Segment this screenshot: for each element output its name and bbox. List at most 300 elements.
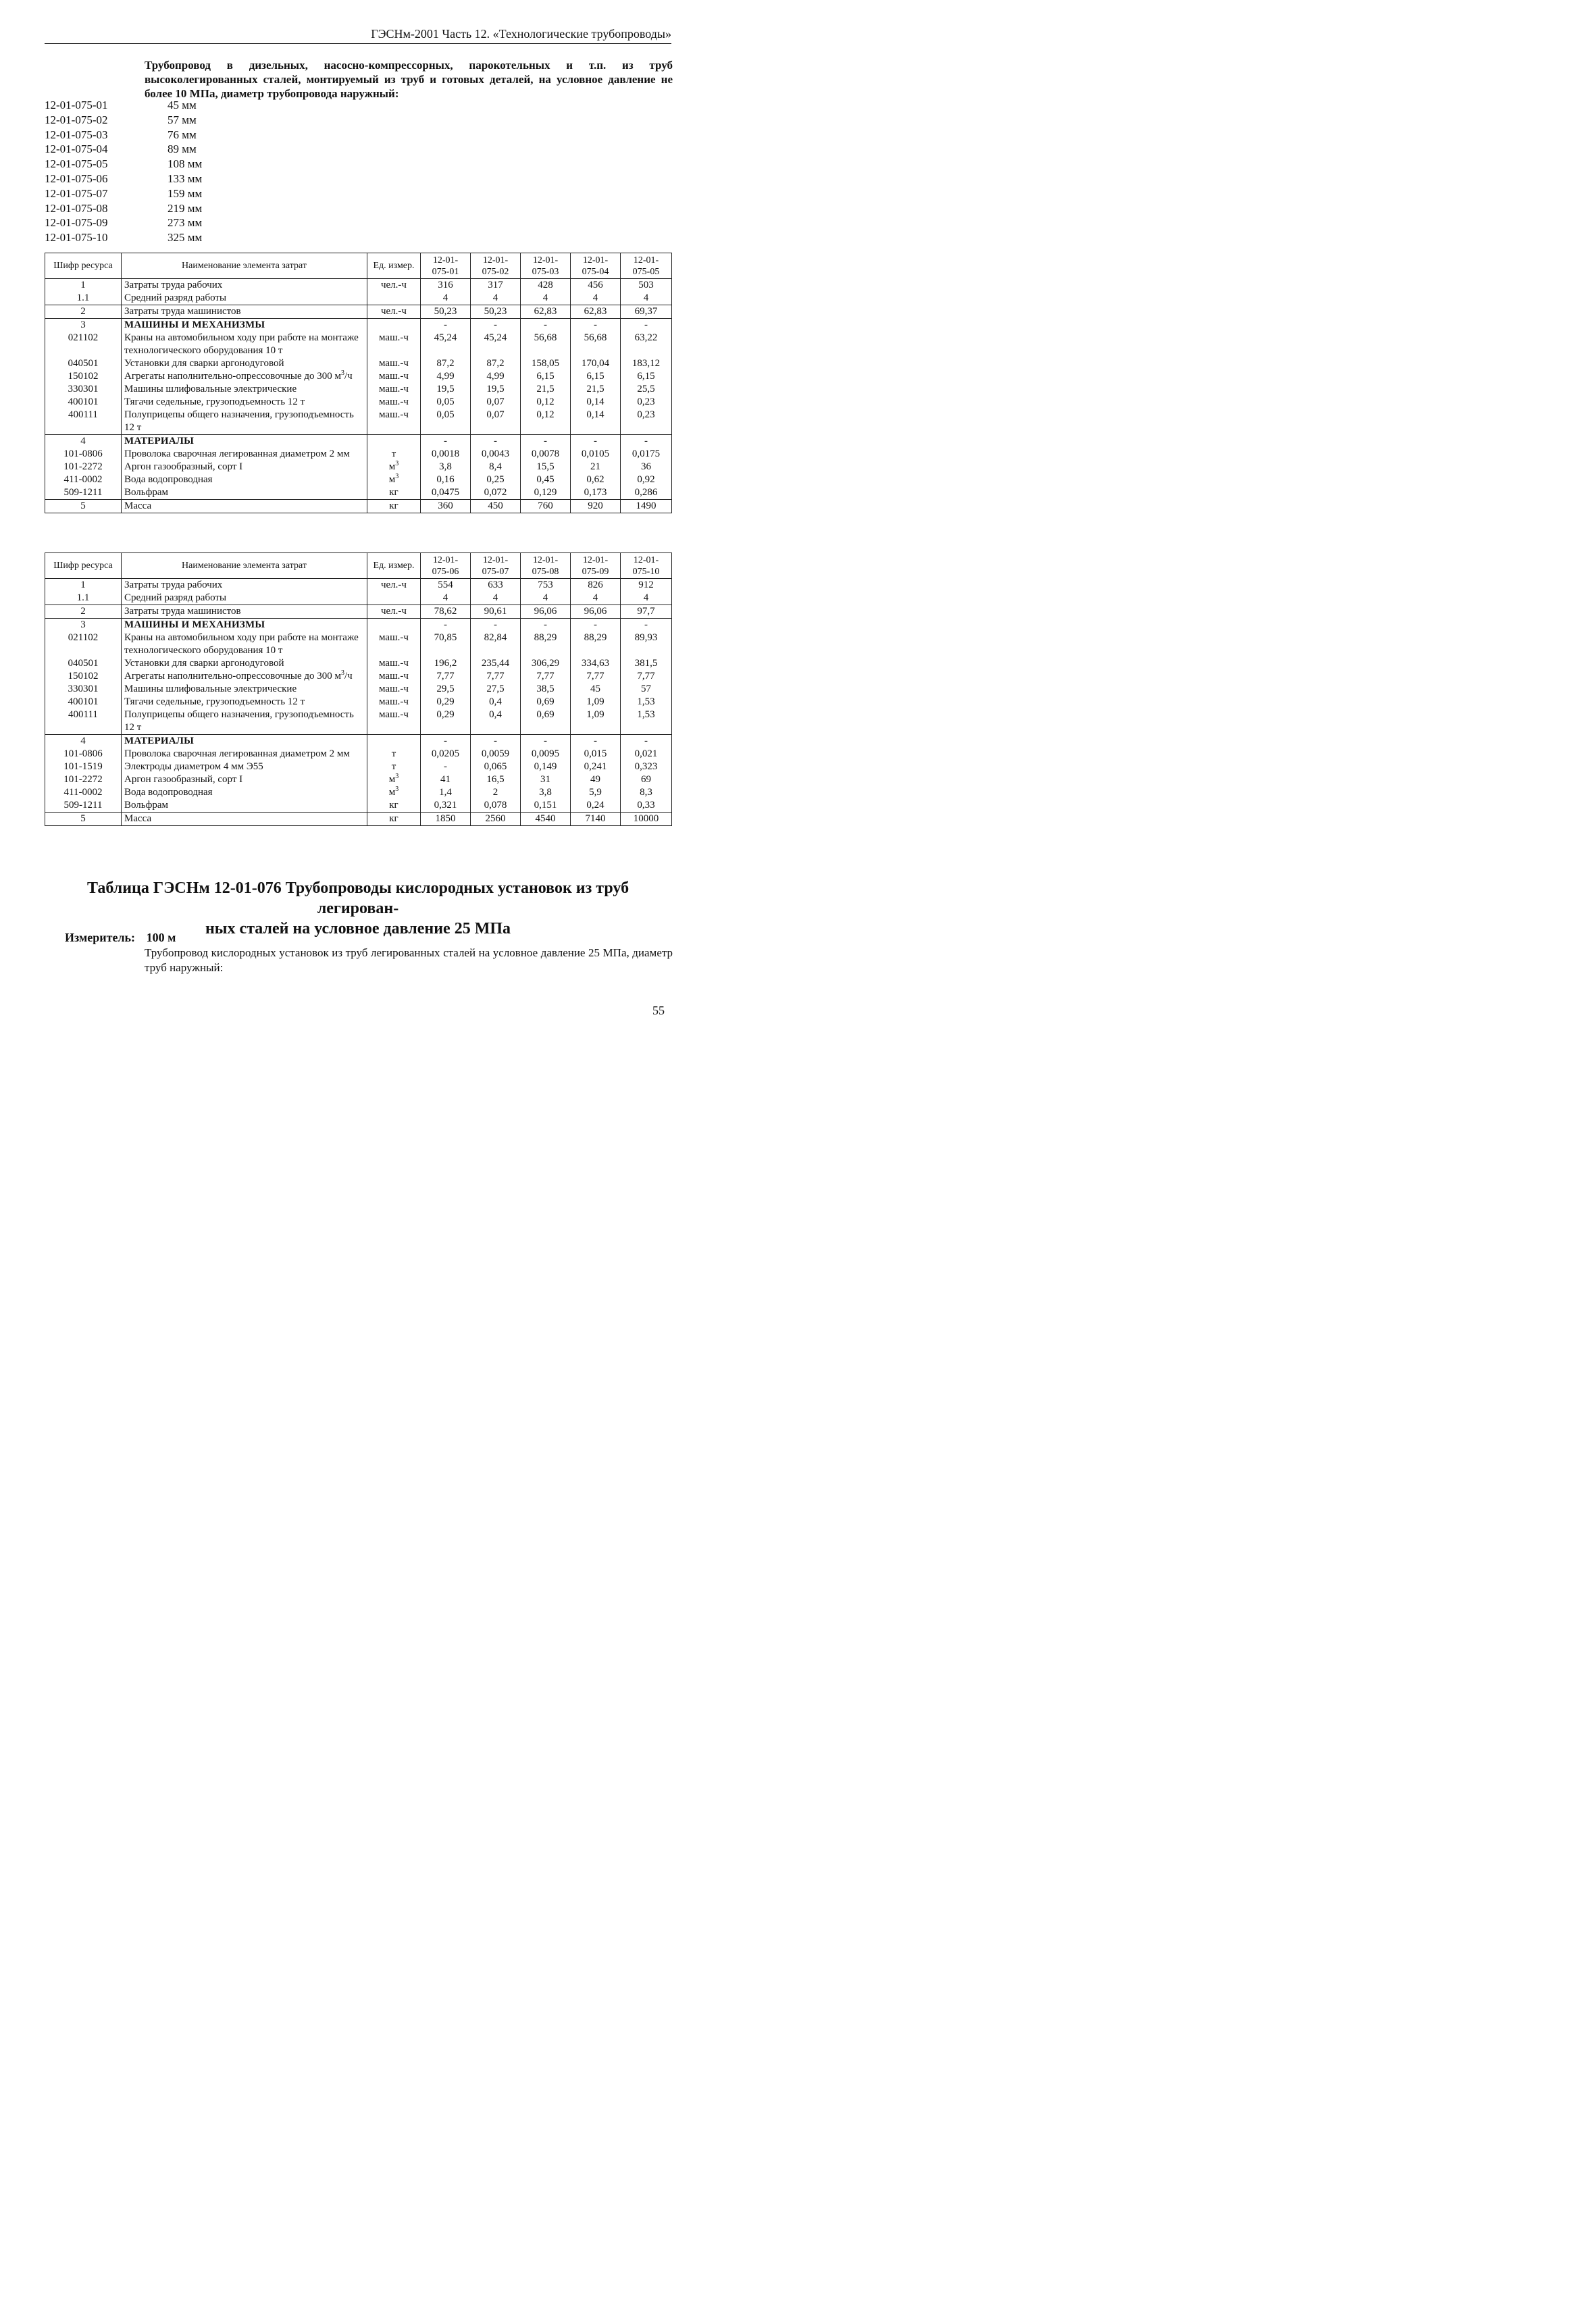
header-col: 12-01- 075-09 [571,553,621,579]
resource-unit: $м^3$ [367,473,421,486]
resource-code: 400111 [45,409,122,435]
resource-value: 0,323 [621,761,672,773]
resource-code: 1.1 [45,292,122,305]
resource-value: - [421,319,471,332]
resource-value: 1,4 [421,786,471,799]
resource-value: 62,83 [571,305,621,319]
resource-value: 4 [621,592,672,605]
resource-code: 400101 [45,396,122,409]
norm-code: 12-01-075-06 [45,172,108,185]
resource-value: 8,4 [471,461,521,473]
resource-unit: т [367,748,421,761]
resource-value: 170,04 [571,357,621,370]
resource-table-2 [45,552,672,826]
resource-value: 0,021 [621,748,672,761]
resource-value: 0,23 [621,396,672,409]
header-col: 12-01- 075-07 [471,553,521,579]
resource-name: Установки для сварки аргонодуговой [122,357,367,370]
resource-unit: маш.-ч [367,370,421,383]
table-row [45,709,672,735]
table-row [45,473,672,486]
resource-value: 7,77 [621,670,672,683]
code-list-item [45,128,247,143]
resource-value: 4 [571,592,621,605]
resource-value: 826 [571,579,621,592]
running-head: ГЭСНм-2001 Часть 12. «Технологические трубопроводы» [45,26,671,44]
resource-value: 6,15 [571,370,621,383]
resource-value: 0,29 [421,709,471,735]
resource-code: 3 [45,319,122,332]
meter [65,931,176,945]
resource-name: Средний разряд работы [122,292,367,305]
resource-value: 0,12 [521,409,571,435]
resource-unit: маш.-ч [367,632,421,657]
resource-unit: маш.-ч [367,332,421,357]
meter-label: Измеритель: [65,931,136,944]
resource-value: 4 [421,592,471,605]
resource-code: 509-1211 [45,486,122,500]
resource-value: 1,53 [621,709,672,735]
code-list-item [45,201,247,216]
resource-code: 509-1211 [45,799,122,813]
resource-value: 10000 [621,813,672,826]
resource-value: 56,68 [521,332,571,357]
resource-value: 0,149 [521,761,571,773]
resource-unit [367,592,421,605]
resource-value: 0,286 [621,486,672,500]
table-row [45,696,672,709]
resource-value: 7,77 [471,670,521,683]
resource-value: 0,07 [471,409,521,435]
resource-value: - [621,619,672,632]
resource-value: 1,09 [571,709,621,735]
resource-value: 0,151 [521,799,571,813]
resource-value: 0,072 [471,486,521,500]
resource-code: 5 [45,500,122,513]
header-unit: Ед. измер. [367,253,421,279]
resource-name: Затраты труда рабочих [122,279,367,292]
resource-value: - [621,435,672,448]
resource-code: 2 [45,605,122,619]
resource-name: Масса [122,813,367,826]
resource-name: Вольфрам [122,486,367,500]
resource-value: - [621,735,672,748]
resource-unit [367,292,421,305]
resource-value: 0,69 [521,709,571,735]
resource-name: Краны на автомобильном ходу при работе на монтаже технологического оборудования 10 т [122,332,367,357]
resource-unit: маш.-ч [367,696,421,709]
resource-unit [367,735,421,748]
resource-value: 4 [421,292,471,305]
norm-code: 12-01-075-01 [45,99,108,111]
resource-value: 4,99 [421,370,471,383]
resource-unit: чел.-ч [367,605,421,619]
resource-value: 0,4 [471,709,521,735]
resource-value: 57 [621,683,672,696]
table-row [45,500,672,513]
resource-code: 021102 [45,332,122,357]
resource-value: 503 [621,279,672,292]
pipe-diameter: 159 мм [168,186,203,200]
header-code: Шифр ресурса [45,253,122,279]
table-row [45,319,672,332]
table-row [45,279,672,292]
resource-value: 45,24 [471,332,521,357]
resource-value: 45,24 [421,332,471,357]
resource-value: 7,77 [521,670,571,683]
resource-unit: кг [367,799,421,813]
norm-code: 12-01-075-04 [45,143,108,156]
pipe-diameter: 273 мм [168,216,203,230]
resource-value: 21,5 [571,383,621,396]
resource-value: 0,0105 [571,448,621,461]
document-page [0,0,729,1058]
resource-unit [367,319,421,332]
table-row [45,332,672,357]
code-list-item [45,157,247,172]
resource-value: 96,06 [521,605,571,619]
resource-unit: кг [367,500,421,513]
resource-value: 69 [621,773,672,786]
header-code: Шифр ресурса [45,553,122,579]
resource-value: 0,0059 [471,748,521,761]
resource-value: 0,0175 [621,448,672,461]
resource-value: 428 [521,279,571,292]
table-row [45,486,672,500]
resource-unit: чел.-ч [367,279,421,292]
table-row [45,383,672,396]
table-title-line-2: ных сталей на условное давление 25 МПа [205,920,511,937]
resource-value: 0,4 [471,696,521,709]
code-list-item [45,142,247,157]
resource-name: Аргон газообразный, сорт I [122,461,367,473]
resource-value: 82,84 [471,632,521,657]
table-row [45,813,672,826]
resource-code: 400101 [45,696,122,709]
resource-code: 400111 [45,709,122,735]
resource-table-1 [45,253,672,513]
resource-value: 633 [471,579,521,592]
table-row [45,592,672,605]
resource-code: 5 [45,813,122,826]
resource-code: 330301 [45,683,122,696]
resource-value: 16,5 [471,773,521,786]
resource-value: 4,99 [471,370,521,383]
resource-name: Вода водопроводная [122,473,367,486]
resource-unit: чел.-ч [367,305,421,319]
table-row [45,292,672,305]
code-list-item [45,215,247,230]
resource-value: 27,5 [471,683,521,696]
resource-unit: т [367,448,421,461]
resource-code: 021102 [45,632,122,657]
resource-code: 2 [45,305,122,319]
resource-value: 3,8 [521,786,571,799]
resource-value: 4 [471,292,521,305]
resource-value: - [421,619,471,632]
resource-value: 87,2 [471,357,521,370]
resource-value: 0,45 [521,473,571,486]
resource-value: 7140 [571,813,621,826]
resource-unit: маш.-ч [367,383,421,396]
resource-unit: кг [367,813,421,826]
resource-value: 4540 [521,813,571,826]
resource-value: - [521,619,571,632]
table-row [45,357,672,370]
resource-unit: $м^3$ [367,461,421,473]
resource-value: 0,0078 [521,448,571,461]
resource-value: 21 [571,461,621,473]
resource-code: 411-0002 [45,786,122,799]
header-col: 12-01- 075-06 [421,553,471,579]
resource-code: 150102 [45,370,122,383]
resource-value: 1,53 [621,696,672,709]
resource-unit: чел.-ч [367,579,421,592]
section-intro: Трубопровод в дизельных, насосно-компрессорных, парокотельных и т.п. из труб высоколегированных сталей, монтируемый из труб и готовых деталей, на условное давление не более 10 МПа, диаметр трубопровода наружный: [145,59,673,100]
code-list-item [45,172,247,186]
resource-code: 411-0002 [45,473,122,486]
resource-unit: маш.-ч [367,709,421,735]
resource-code: 101-0806 [45,748,122,761]
resource-value: 0,078 [471,799,521,813]
resource-code: 4 [45,435,122,448]
page-number: 55 [652,1004,665,1017]
resource-name: Тягачи седельные, грузоподъемность 12 т [122,696,367,709]
pipe-diameter: 325 мм [168,231,203,245]
resource-value: - [521,319,571,332]
resource-name: Аргон газообразный, сорт I [122,773,367,786]
resource-value: 88,29 [521,632,571,657]
resource-value: 6,15 [621,370,672,383]
resource-value: 0,173 [571,486,621,500]
resource-value: 158,05 [521,357,571,370]
resource-unit: маш.-ч [367,357,421,370]
resource-value: 0,69 [521,696,571,709]
resource-name: МАТЕРИАЛЫ [122,435,367,448]
resource-unit: кг [367,486,421,500]
resource-value: 0,05 [421,409,471,435]
resource-unit [367,435,421,448]
resource-unit: маш.-ч [367,670,421,683]
resource-code: 4 [45,735,122,748]
resource-value: - [571,619,621,632]
resource-value: 25,5 [621,383,672,396]
resource-value: 183,12 [621,357,672,370]
table-row [45,370,672,383]
norm-code: 12-01-075-08 [45,201,108,215]
resource-value: 88,29 [571,632,621,657]
resource-value: 0,0205 [421,748,471,761]
header-name: Наименование элемента затрат [122,553,367,579]
resource-code: 1 [45,579,122,592]
resource-value: 97,7 [621,605,672,619]
resource-value: 5,9 [571,786,621,799]
resource-value: 45 [571,683,621,696]
table-row [45,761,672,773]
resource-value: 912 [621,579,672,592]
table-row [45,435,672,448]
resource-value: - [471,619,521,632]
resource-unit: маш.-ч [367,657,421,670]
resource-name: Краны на автомобильном ходу при работе на монтаже технологического оборудования 10 т [122,632,367,657]
resource-value: 0,12 [521,396,571,409]
resource-value: - [521,735,571,748]
resource-value: - [471,435,521,448]
resource-value: 0,29 [421,696,471,709]
resource-value: 8,3 [621,786,672,799]
table-row [45,670,672,683]
resource-name: Электроды диаметром 4 мм Э55 [122,761,367,773]
table-row [45,605,672,619]
resource-value: 0,62 [571,473,621,486]
resource-value: 4 [471,592,521,605]
resource-value: 0,241 [571,761,621,773]
resource-unit: маш.-ч [367,683,421,696]
resource-name: Машины шлифовальные электрические [122,683,367,696]
resource-value: 50,23 [471,305,521,319]
resource-value: 196,2 [421,657,471,670]
resource-value: 0,14 [571,409,621,435]
resource-value: 0,23 [621,409,672,435]
pipe-diameter: 45 мм [168,99,197,111]
table-description: Трубопровод кислородных установок из труб легированных сталей на условное давление 25 МПа, диаметр труб наружный: [145,946,673,974]
resource-value: 56,68 [571,332,621,357]
resource-unit: т [367,761,421,773]
header-col: 12-01- 075-03 [521,253,571,279]
header-col: 12-01- 075-02 [471,253,521,279]
resource-value: 2 [471,786,521,799]
resource-unit: $м^3$ [367,786,421,799]
table-row [45,619,672,632]
resource-value: 0,05 [421,396,471,409]
resource-value: 381,5 [621,657,672,670]
resource-value: - [571,435,621,448]
resource-value: 0,25 [471,473,521,486]
meter-value: 100 м [146,931,176,944]
resource-name: Затраты труда машинистов [122,305,367,319]
resource-value: 50,23 [421,305,471,319]
resource-value: 78,62 [421,605,471,619]
resource-value: 0,07 [471,396,521,409]
resource-value: 235,44 [471,657,521,670]
resource-value: 87,2 [421,357,471,370]
resource-unit: маш.-ч [367,396,421,409]
resource-name: Вольфрам [122,799,367,813]
resource-code: 101-0806 [45,448,122,461]
resource-value: - [421,735,471,748]
resource-value: 19,5 [421,383,471,396]
code-list-item [45,98,247,113]
resource-value: 6,15 [521,370,571,383]
resource-value: 554 [421,579,471,592]
resource-value: 89,93 [621,632,672,657]
resource-value: 450 [471,500,521,513]
table-title [45,878,671,939]
pipe-diameter: 89 мм [168,143,197,156]
table-row [45,448,672,461]
table-row [45,305,672,319]
resource-name: Затраты труда машинистов [122,605,367,619]
resource-value: 4 [571,292,621,305]
resource-name: Агрегаты наполнительно-опрессовочные до 300 $м^3/ч$ [122,670,367,683]
resource-value: 19,5 [471,383,521,396]
resource-value: 4 [621,292,672,305]
table-row [45,396,672,409]
resource-value: - [421,761,471,773]
resource-value: 62,83 [521,305,571,319]
resource-value: 920 [571,500,621,513]
pipe-diameter: 76 мм [168,128,197,141]
resource-value: 753 [521,579,571,592]
header-col: 12-01- 075-08 [521,553,571,579]
resource-value: 96,06 [571,605,621,619]
resource-name: Агрегаты наполнительно-опрессовочные до 300 $м^3/ч$ [122,370,367,383]
resource-value: 2560 [471,813,521,826]
norm-code: 12-01-075-02 [45,113,108,126]
resource-name: Установки для сварки аргонодуговой [122,657,367,670]
table-row [45,461,672,473]
resource-code: 101-2272 [45,461,122,473]
resource-value: 0,92 [621,473,672,486]
table-row [45,786,672,799]
table-row [45,799,672,813]
table-row [45,579,672,592]
resource-code: 1 [45,279,122,292]
resource-code: 3 [45,619,122,632]
resource-name: Затраты труда рабочих [122,579,367,592]
code-list [45,98,247,245]
header-name: Наименование элемента затрат [122,253,367,279]
resource-value: 760 [521,500,571,513]
resource-value: 0,24 [571,799,621,813]
resource-name: Средний разряд работы [122,592,367,605]
resource-value: 456 [571,279,621,292]
resource-value: 0,015 [571,748,621,761]
table-row [45,683,672,696]
resource-value: 41 [421,773,471,786]
header-col: 12-01- 075-01 [421,253,471,279]
resource-value: - [421,435,471,448]
resource-value: 69,37 [621,305,672,319]
resource-unit: $м^3$ [367,773,421,786]
header-col: 12-01- 075-05 [621,253,672,279]
pipe-diameter: 219 мм [168,201,203,215]
resource-value: 334,63 [571,657,621,670]
resource-value: - [621,319,672,332]
resource-code: 040501 [45,357,122,370]
resource-name: МАШИНЫ И МЕХАНИЗМЫ [122,319,367,332]
table-title-line-1: Таблица ГЭСНм 12-01-076 Трубопроводы кислородных установок из труб легирован- [86,879,629,917]
pipe-diameter: 133 мм [168,172,203,185]
resource-code: 330301 [45,383,122,396]
resource-value: 306,29 [521,657,571,670]
resource-value: 0,321 [421,799,471,813]
resource-name: Проволока сварочная легированная диаметром 2 мм [122,448,367,461]
resource-name: Тягачи седельные, грузоподъемность 12 т [122,396,367,409]
resource-value: 4 [521,292,571,305]
resource-code: 1.1 [45,592,122,605]
resource-value: 1850 [421,813,471,826]
resource-value: 63,22 [621,332,672,357]
resource-code: 101-2272 [45,773,122,786]
resource-name: Проволока сварочная легированная диаметром 2 мм [122,748,367,761]
resource-value: 0,16 [421,473,471,486]
resource-value: - [571,735,621,748]
resource-value: 38,5 [521,683,571,696]
resource-value: 7,77 [421,670,471,683]
norm-code: 12-01-075-07 [45,186,108,200]
resource-value: - [471,319,521,332]
